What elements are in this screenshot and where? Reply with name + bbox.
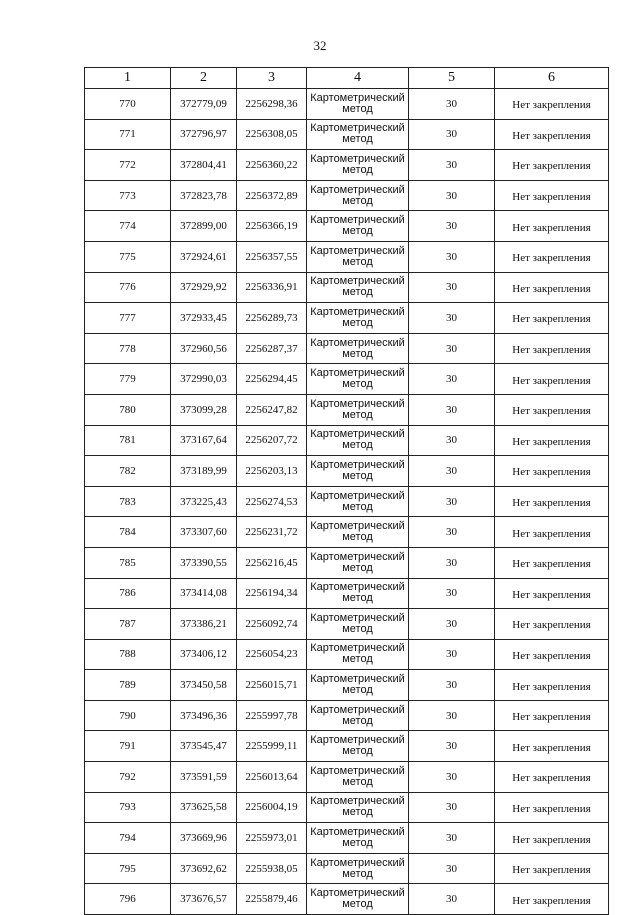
method-cell <box>307 609 409 640</box>
method-cell <box>307 517 409 548</box>
accuracy-cell: 30 <box>409 303 495 334</box>
fixation-cell: Нет закрепления <box>495 119 609 150</box>
method-cell <box>307 425 409 456</box>
fixation-cell: Нет закрепления <box>495 670 609 701</box>
y-coordinate-cell: 2256366,19 <box>237 211 307 242</box>
y-coordinate-cell: 2256207,72 <box>237 425 307 456</box>
method-cell <box>307 884 409 915</box>
method-word: Картометрический <box>310 244 405 257</box>
accuracy-cell: 30 <box>409 731 495 762</box>
point-number-cell: 794 <box>85 823 171 854</box>
method-word: метод <box>342 592 373 605</box>
method-word: Картометрический <box>310 458 405 471</box>
method-cell <box>307 211 409 242</box>
x-coordinate-cell: 373307,60 <box>171 517 237 548</box>
fixation-cell: Нет закрепления <box>495 609 609 640</box>
method-word: метод <box>342 684 373 697</box>
column-header: 5 <box>409 68 495 89</box>
point-number-cell: 785 <box>85 547 171 578</box>
accuracy-cell: 30 <box>409 211 495 242</box>
table-row <box>85 578 609 609</box>
column-header: 3 <box>237 68 307 89</box>
accuracy-cell: 30 <box>409 272 495 303</box>
y-coordinate-cell: 2256357,55 <box>237 241 307 272</box>
method-word: Картометрический <box>310 152 405 165</box>
accuracy-cell: 30 <box>409 670 495 701</box>
fixation-cell: Нет закрепления <box>495 394 609 425</box>
column-header: 2 <box>171 68 237 89</box>
fixation-cell: Нет закрепления <box>495 547 609 578</box>
table-row <box>85 517 609 548</box>
accuracy-cell: 30 <box>409 884 495 915</box>
method-cell <box>307 670 409 701</box>
fixation-cell: Нет закрепления <box>495 150 609 181</box>
point-number-cell: 776 <box>85 272 171 303</box>
point-number-cell: 796 <box>85 884 171 915</box>
accuracy-cell: 30 <box>409 547 495 578</box>
point-number-cell: 775 <box>85 241 171 272</box>
accuracy-cell: 30 <box>409 89 495 120</box>
fixation-cell: Нет закрепления <box>495 823 609 854</box>
y-coordinate-cell: 2256298,36 <box>237 89 307 120</box>
y-coordinate-cell: 2256289,73 <box>237 303 307 334</box>
method-word: Картометрический <box>310 489 405 502</box>
y-coordinate-cell: 2256231,72 <box>237 517 307 548</box>
method-word: Картометрический <box>310 397 405 410</box>
y-coordinate-cell: 2256194,34 <box>237 578 307 609</box>
y-coordinate-cell: 2256274,53 <box>237 486 307 517</box>
point-number-cell: 793 <box>85 792 171 823</box>
x-coordinate-cell: 373669,96 <box>171 823 237 854</box>
method-word: метод <box>342 837 373 850</box>
method-cell <box>307 823 409 854</box>
accuracy-cell: 30 <box>409 119 495 150</box>
method-word: метод <box>342 378 373 391</box>
y-coordinate-cell: 2255973,01 <box>237 823 307 854</box>
x-coordinate-cell: 373189,99 <box>171 456 237 487</box>
fixation-cell: Нет закрепления <box>495 792 609 823</box>
y-coordinate-cell: 2256287,37 <box>237 333 307 364</box>
method-cell <box>307 731 409 762</box>
method-word: Картометрический <box>310 336 405 349</box>
point-number-cell: 778 <box>85 333 171 364</box>
method-word: Картометрический <box>310 122 405 135</box>
method-word: метод <box>342 439 373 452</box>
fixation-cell: Нет закрепления <box>495 425 609 456</box>
fixation-cell: Нет закрепления <box>495 639 609 670</box>
table-row <box>85 303 609 334</box>
point-number-cell: 783 <box>85 486 171 517</box>
method-word: метод <box>342 531 373 544</box>
point-number-cell: 781 <box>85 425 171 456</box>
method-word: метод <box>342 500 373 513</box>
point-number-cell: 773 <box>85 180 171 211</box>
method-word: Картометрический <box>310 520 405 533</box>
method-word: метод <box>342 133 373 146</box>
method-word: Картометрический <box>310 611 405 624</box>
accuracy-cell: 30 <box>409 578 495 609</box>
table-row <box>85 333 609 364</box>
x-coordinate-cell: 373625,58 <box>171 792 237 823</box>
point-number-cell: 770 <box>85 89 171 120</box>
method-word: метод <box>342 775 373 788</box>
x-coordinate-cell: 372779,09 <box>171 89 237 120</box>
fixation-cell: Нет закрепления <box>495 486 609 517</box>
accuracy-cell: 30 <box>409 792 495 823</box>
method-word: Картометрический <box>310 887 405 900</box>
x-coordinate-cell: 372823,78 <box>171 180 237 211</box>
point-number-cell: 779 <box>85 364 171 395</box>
point-number-cell: 774 <box>85 211 171 242</box>
accuracy-cell: 30 <box>409 241 495 272</box>
fixation-cell: Нет закрепления <box>495 364 609 395</box>
accuracy-cell: 30 <box>409 823 495 854</box>
column-header: 4 <box>307 68 409 89</box>
method-word: метод <box>342 408 373 421</box>
method-word: Картометрический <box>310 550 405 563</box>
x-coordinate-cell: 373225,43 <box>171 486 237 517</box>
method-word: метод <box>342 347 373 360</box>
fixation-cell: Нет закрепления <box>495 333 609 364</box>
table-body <box>85 89 609 915</box>
method-word: Картометрический <box>310 428 405 441</box>
y-coordinate-cell: 2255997,78 <box>237 700 307 731</box>
x-coordinate-cell: 373167,64 <box>171 425 237 456</box>
x-coordinate-cell: 373406,12 <box>171 639 237 670</box>
method-cell <box>307 394 409 425</box>
method-word: Картометрический <box>310 826 405 839</box>
fixation-cell: Нет закрепления <box>495 303 609 334</box>
point-number-cell: 790 <box>85 700 171 731</box>
x-coordinate-cell: 373390,55 <box>171 547 237 578</box>
x-coordinate-cell: 373099,28 <box>171 394 237 425</box>
coordinates-table <box>84 67 609 915</box>
method-word: Картометрический <box>310 214 405 227</box>
page-number: 32 <box>313 38 327 53</box>
method-cell <box>307 241 409 272</box>
y-coordinate-cell: 2256308,05 <box>237 119 307 150</box>
method-word: метод <box>342 255 373 268</box>
method-cell <box>307 333 409 364</box>
y-coordinate-cell: 2255879,46 <box>237 884 307 915</box>
method-word: Картометрический <box>310 734 405 747</box>
method-word: Картометрический <box>310 275 405 288</box>
x-coordinate-cell: 372796,97 <box>171 119 237 150</box>
point-number-cell: 791 <box>85 731 171 762</box>
table-row <box>85 486 609 517</box>
method-cell <box>307 792 409 823</box>
table-header-row <box>85 68 609 89</box>
method-word: Картометрический <box>310 856 405 869</box>
method-cell <box>307 364 409 395</box>
method-word: Картометрический <box>310 91 405 104</box>
method-word: метод <box>342 745 373 758</box>
method-cell <box>307 119 409 150</box>
column-header: 6 <box>495 68 609 89</box>
table-row <box>85 884 609 915</box>
accuracy-cell: 30 <box>409 853 495 884</box>
fixation-cell: Нет закрепления <box>495 89 609 120</box>
y-coordinate-cell: 2255999,11 <box>237 731 307 762</box>
y-coordinate-cell: 2256336,91 <box>237 272 307 303</box>
method-cell <box>307 272 409 303</box>
point-number-cell: 786 <box>85 578 171 609</box>
point-number-cell: 792 <box>85 762 171 793</box>
method-word: метод <box>342 469 373 482</box>
table-row <box>85 609 609 640</box>
accuracy-cell: 30 <box>409 425 495 456</box>
method-cell <box>307 547 409 578</box>
table-row <box>85 119 609 150</box>
method-word: метод <box>342 867 373 880</box>
x-coordinate-cell: 372899,00 <box>171 211 237 242</box>
method-cell <box>307 762 409 793</box>
method-cell <box>307 150 409 181</box>
point-number-cell: 788 <box>85 639 171 670</box>
table-row <box>85 823 609 854</box>
point-number-cell: 784 <box>85 517 171 548</box>
method-cell <box>307 303 409 334</box>
y-coordinate-cell: 2256203,13 <box>237 456 307 487</box>
table-row <box>85 241 609 272</box>
y-coordinate-cell: 2256092,74 <box>237 609 307 640</box>
x-coordinate-cell: 373414,08 <box>171 578 237 609</box>
accuracy-cell: 30 <box>409 762 495 793</box>
x-coordinate-cell: 373386,21 <box>171 609 237 640</box>
table-row <box>85 670 609 701</box>
accuracy-cell: 30 <box>409 609 495 640</box>
method-word: Картометрический <box>310 183 405 196</box>
fixation-cell: Нет закрепления <box>495 241 609 272</box>
table-row <box>85 456 609 487</box>
table-row <box>85 762 609 793</box>
method-word: Картометрический <box>310 764 405 777</box>
fixation-cell: Нет закрепления <box>495 211 609 242</box>
fixation-cell: Нет закрепления <box>495 853 609 884</box>
x-coordinate-cell: 373545,47 <box>171 731 237 762</box>
fixation-cell: Нет закрепления <box>495 578 609 609</box>
method-word: Картометрический <box>310 581 405 594</box>
table-row <box>85 731 609 762</box>
table-row <box>85 700 609 731</box>
table-row <box>85 853 609 884</box>
accuracy-cell: 30 <box>409 486 495 517</box>
table-row <box>85 272 609 303</box>
fixation-cell: Нет закрепления <box>495 700 609 731</box>
method-word: Картометрический <box>310 673 405 686</box>
method-word: метод <box>342 622 373 635</box>
y-coordinate-cell: 2256216,45 <box>237 547 307 578</box>
x-coordinate-cell: 372804,41 <box>171 150 237 181</box>
accuracy-cell: 30 <box>409 517 495 548</box>
x-coordinate-cell: 372933,45 <box>171 303 237 334</box>
method-word: Картометрический <box>310 305 405 318</box>
method-cell <box>307 700 409 731</box>
y-coordinate-cell: 2256015,71 <box>237 670 307 701</box>
table-row <box>85 150 609 181</box>
fixation-cell: Нет закрепления <box>495 762 609 793</box>
accuracy-cell: 30 <box>409 639 495 670</box>
method-word: Картометрический <box>310 642 405 655</box>
method-word: метод <box>342 653 373 666</box>
accuracy-cell: 30 <box>409 456 495 487</box>
method-word: метод <box>342 561 373 574</box>
fixation-cell: Нет закрепления <box>495 884 609 915</box>
fixation-cell: Нет закрепления <box>495 180 609 211</box>
table-row <box>85 89 609 120</box>
point-number-cell: 772 <box>85 150 171 181</box>
table-row <box>85 639 609 670</box>
point-number-cell: 787 <box>85 609 171 640</box>
x-coordinate-cell: 372929,92 <box>171 272 237 303</box>
y-coordinate-cell: 2256372,89 <box>237 180 307 211</box>
point-number-cell: 780 <box>85 394 171 425</box>
accuracy-cell: 30 <box>409 394 495 425</box>
y-coordinate-cell: 2256294,45 <box>237 364 307 395</box>
method-cell <box>307 486 409 517</box>
y-coordinate-cell: 2256054,23 <box>237 639 307 670</box>
method-cell <box>307 639 409 670</box>
x-coordinate-cell: 373692,62 <box>171 853 237 884</box>
method-word: метод <box>342 714 373 727</box>
y-coordinate-cell: 2256004,19 <box>237 792 307 823</box>
method-word: Картометрический <box>310 703 405 716</box>
accuracy-cell: 30 <box>409 180 495 211</box>
method-cell <box>307 456 409 487</box>
x-coordinate-cell: 372924,61 <box>171 241 237 272</box>
point-number-cell: 777 <box>85 303 171 334</box>
method-word: метод <box>342 806 373 819</box>
method-cell <box>307 578 409 609</box>
y-coordinate-cell: 2255938,05 <box>237 853 307 884</box>
table-row <box>85 547 609 578</box>
method-word: метод <box>342 102 373 115</box>
fixation-cell: Нет закрепления <box>495 272 609 303</box>
point-number-cell: 789 <box>85 670 171 701</box>
method-cell <box>307 89 409 120</box>
method-cell <box>307 180 409 211</box>
x-coordinate-cell: 373676,57 <box>171 884 237 915</box>
fixation-cell: Нет закрепления <box>495 456 609 487</box>
method-word: метод <box>342 898 373 911</box>
method-word: метод <box>342 194 373 207</box>
y-coordinate-cell: 2256247,82 <box>237 394 307 425</box>
x-coordinate-cell: 372990,03 <box>171 364 237 395</box>
point-number-cell: 795 <box>85 853 171 884</box>
table-row <box>85 364 609 395</box>
point-number-cell: 771 <box>85 119 171 150</box>
table-row <box>85 211 609 242</box>
table-row <box>85 792 609 823</box>
accuracy-cell: 30 <box>409 700 495 731</box>
fixation-cell: Нет закрепления <box>495 731 609 762</box>
method-word: метод <box>342 286 373 299</box>
method-cell <box>307 853 409 884</box>
y-coordinate-cell: 2256013,64 <box>237 762 307 793</box>
fixation-cell: Нет закрепления <box>495 517 609 548</box>
method-word: Картометрический <box>310 795 405 808</box>
accuracy-cell: 30 <box>409 150 495 181</box>
column-header: 1 <box>85 68 171 89</box>
x-coordinate-cell: 373450,58 <box>171 670 237 701</box>
point-number-cell: 782 <box>85 456 171 487</box>
method-word: метод <box>342 316 373 329</box>
accuracy-cell: 30 <box>409 364 495 395</box>
method-word: метод <box>342 163 373 176</box>
x-coordinate-cell: 373591,59 <box>171 762 237 793</box>
method-word: метод <box>342 225 373 238</box>
table-row <box>85 180 609 211</box>
table-row <box>85 394 609 425</box>
method-word: Картометрический <box>310 367 405 380</box>
table-row <box>85 425 609 456</box>
x-coordinate-cell: 372960,56 <box>171 333 237 364</box>
x-coordinate-cell: 373496,36 <box>171 700 237 731</box>
y-coordinate-cell: 2256360,22 <box>237 150 307 181</box>
accuracy-cell: 30 <box>409 333 495 364</box>
